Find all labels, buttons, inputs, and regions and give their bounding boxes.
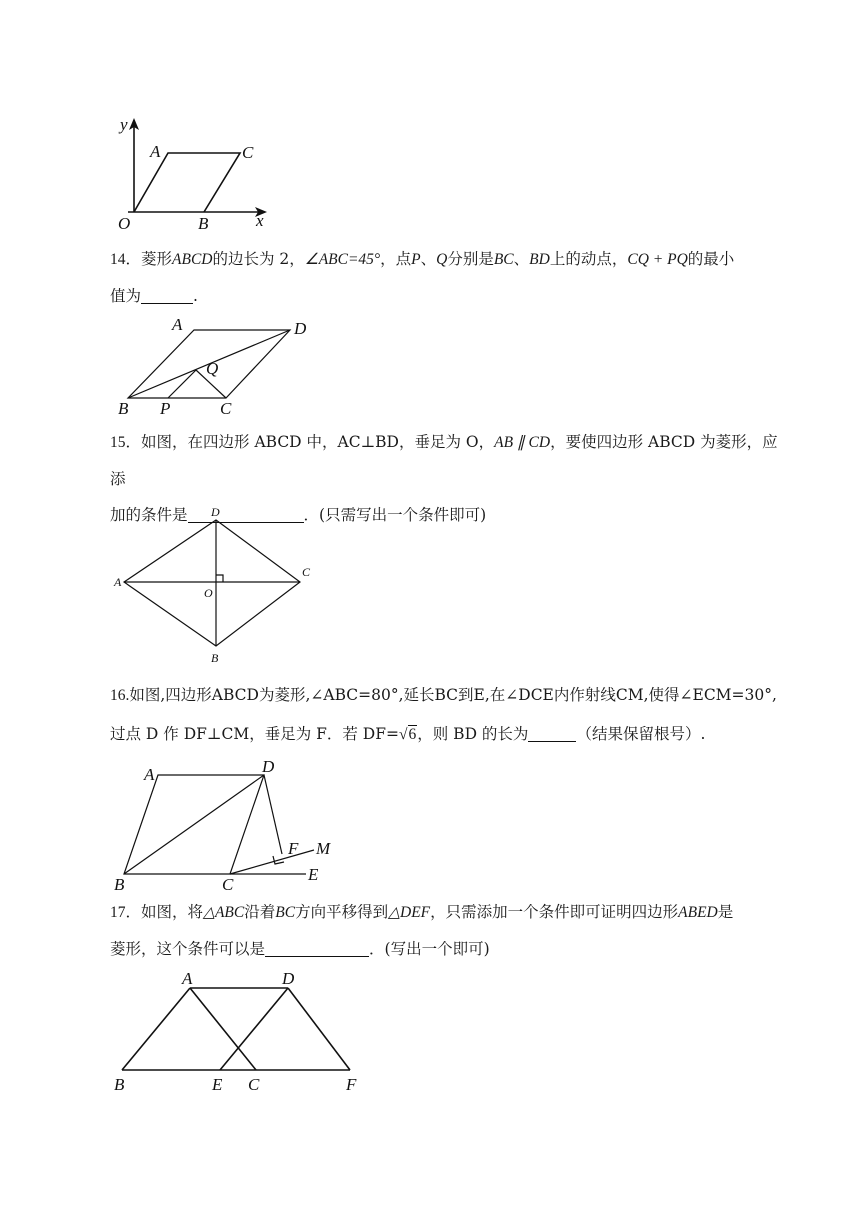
question-text: .	[193, 287, 198, 305]
parallelogram-shape	[134, 153, 240, 212]
segment-ab	[122, 988, 190, 1070]
label-a: A	[144, 765, 155, 784]
label-b: B	[114, 875, 125, 894]
label-b: B	[211, 651, 219, 665]
label-c: C	[242, 143, 254, 162]
label-a: A	[172, 315, 183, 334]
math-triangle-abc: △ABC	[203, 904, 245, 921]
label-o: O	[204, 586, 213, 600]
ray-cm	[230, 850, 314, 874]
math-angle: ∠ABC=45°	[304, 251, 381, 268]
label-e: E	[212, 1075, 223, 1094]
question-text: 是	[717, 903, 734, 921]
question-text: 加的条件是	[110, 506, 188, 524]
label-d: D	[294, 319, 307, 338]
question-text: ．(写出一个即可)	[369, 940, 490, 958]
question-16-line-1	[110, 677, 790, 714]
question-text: 上的动点，	[549, 250, 628, 268]
answer-blank[interactable]	[141, 285, 193, 304]
segment-de	[220, 988, 288, 1070]
label-d: D	[282, 969, 295, 988]
label-d: D	[211, 505, 220, 519]
question-14	[110, 241, 790, 314]
sqrt-value: 6	[408, 726, 417, 743]
question-17	[110, 894, 790, 967]
question-number: 17．	[110, 904, 142, 921]
question-text: 值为	[110, 287, 142, 305]
math-p: P	[411, 251, 421, 268]
segment-ac	[190, 988, 256, 1070]
right-angle-mark	[216, 575, 223, 582]
label-a: A	[150, 142, 161, 161]
question-17-line-2	[110, 931, 790, 967]
question-number: 16.	[110, 687, 130, 704]
sqrt-icon: √	[398, 726, 408, 743]
question-number: 15．	[110, 434, 142, 451]
math-expression: CQ + PQ	[627, 251, 688, 268]
question-text: ，只需添加一个条件即可证明四边形	[430, 903, 679, 921]
label-c: C	[222, 875, 234, 894]
question-text: 、	[513, 250, 530, 268]
math-bc: BC	[493, 251, 514, 268]
rhombus-shape	[124, 520, 300, 646]
figure-rhombus-diagonals	[110, 504, 320, 666]
question-text: 如图，在四边形 ABCD 中，AC⊥BD，垂足为 O，	[141, 433, 495, 451]
math-bd: BD	[529, 251, 550, 268]
label-o: O	[118, 214, 131, 233]
math-parallel: AB ∥ CD	[494, 434, 551, 451]
question-text: 菱形，这个条件可以是	[110, 940, 266, 958]
question-16-line-2	[110, 716, 790, 753]
figure-rhombus-pq	[112, 312, 322, 422]
question-number: 14．	[110, 251, 142, 268]
question-text: 如图,四边形ABCD为菱形,∠ABC=80°,延长BC到E,在∠DCE内作射线CM,使得∠ECM=30°,	[129, 686, 777, 704]
label-b: B	[118, 399, 129, 418]
question-text: 菱形	[141, 250, 173, 268]
question-text: 如图，将	[141, 903, 204, 921]
diagonal-bd	[124, 775, 264, 874]
label-f: F	[288, 839, 299, 858]
segment-df	[264, 775, 282, 854]
math-triangle-def: △DEF	[388, 904, 431, 921]
answer-blank[interactable]	[265, 938, 369, 957]
label-b: B	[198, 214, 209, 233]
question-text: 、	[420, 250, 437, 268]
segment-pq	[168, 370, 196, 398]
label-c: C	[248, 1075, 260, 1094]
label-a: A	[114, 575, 122, 589]
question-text: 的最小	[687, 250, 735, 268]
question-text: （结果保留根号）.	[576, 725, 706, 743]
question-text: 过点 D 作 DF⊥CM，垂足为 F．若 DF=	[110, 725, 399, 743]
question-text: ，要使四边形 ABCD 为菱形，应添	[110, 433, 778, 488]
question-text: ，则 BD 的长为	[417, 725, 529, 743]
label-q: Q	[206, 359, 219, 378]
question-text: 的边长为 2，	[212, 250, 305, 268]
label-e: E	[308, 865, 319, 884]
label-d: D	[262, 757, 275, 776]
label-y: y	[120, 115, 128, 134]
sqrt-expression	[399, 725, 417, 743]
question-16	[110, 677, 790, 753]
figure-translated-triangles	[110, 966, 370, 1096]
label-x: x	[256, 211, 264, 230]
question-14-line-1	[110, 241, 790, 278]
math-abcd: ABCD	[172, 251, 213, 268]
question-text: 方向平移得到	[295, 903, 389, 921]
question-15-line-1	[110, 424, 790, 497]
question-text: 分别是	[447, 250, 494, 268]
math-q: Q	[436, 251, 448, 268]
label-a: A	[182, 969, 193, 988]
label-p: P	[160, 399, 171, 418]
answer-blank[interactable]	[528, 723, 576, 742]
segment-df	[288, 988, 350, 1070]
figure-rhombus-ray	[110, 756, 350, 896]
math-abed: ABED	[678, 904, 718, 921]
label-f: F	[346, 1075, 357, 1094]
label-m: M	[316, 839, 331, 858]
label-c: C	[302, 565, 311, 579]
question-text: ，点	[380, 250, 412, 268]
question-text: 沿着	[244, 903, 276, 921]
label-c: C	[220, 399, 232, 418]
math-bc: BC	[275, 904, 296, 921]
figure-parallelogram-axes	[110, 110, 290, 235]
label-b: B	[114, 1075, 125, 1094]
question-14-line-2	[110, 278, 790, 314]
question-17-line-1	[110, 894, 790, 931]
question-text: ．(只需写出一个条件即可)	[303, 506, 487, 524]
